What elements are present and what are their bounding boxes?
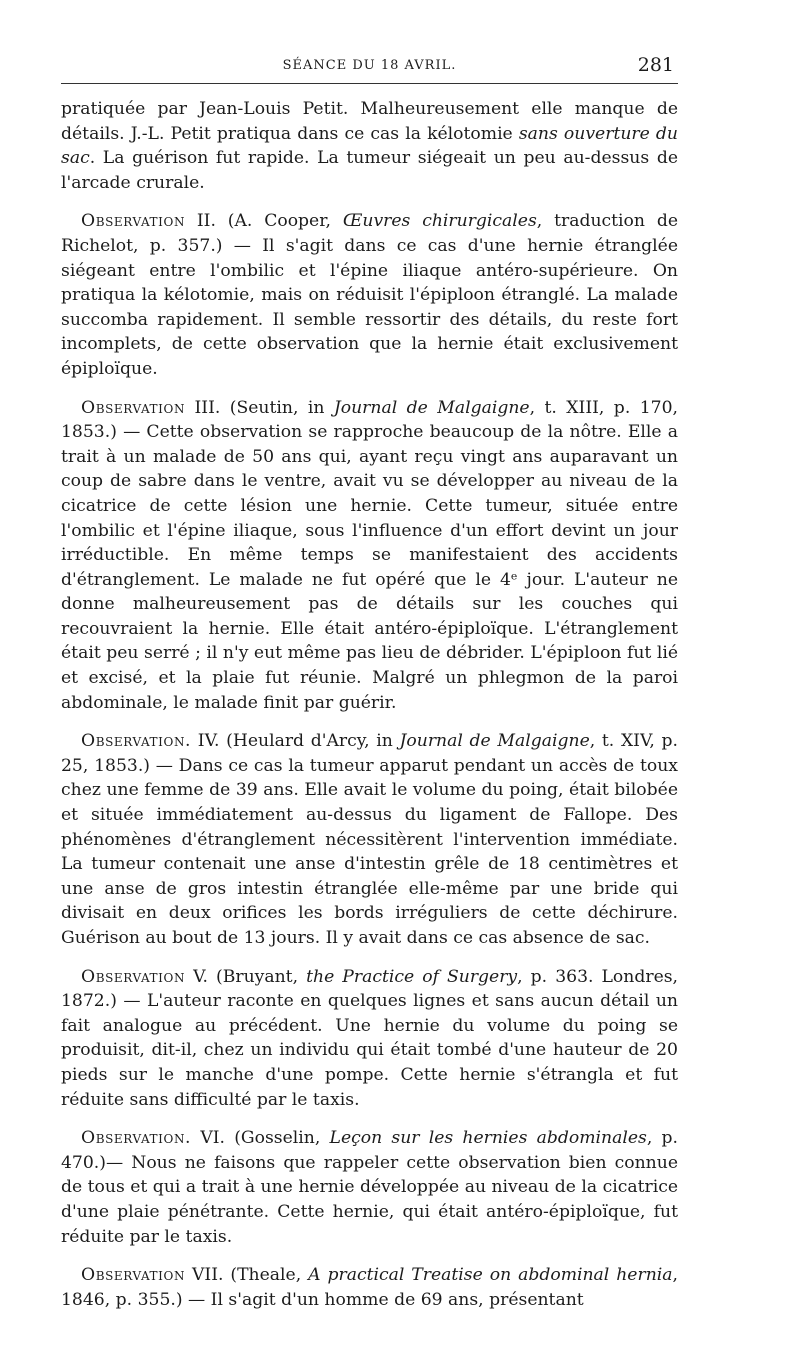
text-segment: , 1846, p. 355.) — Il s'agit d'un homme de 69 ans, présentant xyxy=(61,1265,678,1310)
header-rule xyxy=(61,83,678,84)
italic-text: Œuvres chirurgicales xyxy=(342,211,537,232)
observation-label: Observation xyxy=(81,966,186,987)
italic-text: Journal de Malgaigne xyxy=(333,397,530,418)
paragraph-observation-6 xyxy=(61,1126,678,1249)
text-segment: , t. XIII, p. 170, 1853.) — Cette observation se rapproche beaucoup de la nôtre. Elle a trait à un malade de 50 ans qui, ayant reçu vingt ans auparavant un coup de sabre dans le ventre, avait vu se développer au niveau de la cicatrice de cette lésion une hernie. Cette tumeur, située entre l'ombilic et l'épine iliaque, sous l'influence d'un effort devint un jour irréductible. En même temps se manifestaient des accidents d'étranglement. Le malade ne fut opéré que le 4ᵉ jour. L'auteur ne donne malheureusement pas de détails sur les couches qui recouvraient la hernie. Elle était antéro-épiploïque. L'étranglement était peu serré ; il n'y eut même pas lieu de débrider. L'épiploon fut lié et excisé, et la plaie fut réunie. Malgré un phlegmon de la paroi abdominale, le malade finit par guérir. xyxy=(61,397,678,713)
text-segment: . La guérison fut rapide. La tumeur siégeait un peu au-dessus de l'arcade crurale. xyxy=(61,148,678,193)
paragraph-observation-2 xyxy=(61,209,678,381)
observation-label: Observation xyxy=(81,1265,186,1286)
observation-label: Observation xyxy=(81,211,186,232)
text-segment: , traduction de Richelot, p. 357.) — Il s'agit dans ce cas d'une hernie étranglée siégeant entre l'ombilic et l'épine iliaque antéro-supérieure. On pratiqua la kélotomie, mais on réduisit l'épiploon étranglé. La malade succomba rapidement. Il semble ressortir des détails, du reste fort incomplets, de cette observation que la hernie était exclusivement épiploïque. xyxy=(61,211,678,379)
page-number: 281 xyxy=(637,54,674,76)
italic-text: sans ouverture du sac xyxy=(61,123,679,169)
text-segment: VII. (Theale, xyxy=(185,1265,309,1286)
text-segment: V. (Bruyant, xyxy=(185,966,307,987)
text-segment: IV. (Heulard d'Arcy, in xyxy=(191,731,400,752)
italic-text: A practical Treatise on abdominal hernia xyxy=(308,1265,673,1286)
paragraph-observation-7 xyxy=(61,1263,678,1312)
text-segment: , p. 470.)— Nous ne faisons que rappeler cette observation bien connue de tous et qui a trait à une hernie développée au niveau de la cicatrice d'une plaie pénétrante. Cette hernie, qui était antéro-épiploïque, fut réduite par le taxis. xyxy=(61,1128,678,1247)
italic-text: Leçon sur les hernies abdominales xyxy=(329,1128,647,1149)
paragraph-observation-5 xyxy=(61,965,678,1113)
running-header xyxy=(61,54,678,80)
observation-label: Observation. xyxy=(81,1128,192,1149)
observation-label: Observation. xyxy=(81,731,192,752)
text-segment: II. (A. Cooper, xyxy=(185,211,343,232)
paragraph-intro xyxy=(61,97,678,195)
text-segment: pratiquée par Jean-Louis Petit. Malheureusement elle manque de détails. J.-L. Petit pratiqua dans ce cas la kélotomie xyxy=(61,99,678,144)
text-segment: III. (Seutin, in xyxy=(185,397,334,418)
text-segment: VI. (Gosselin, xyxy=(191,1128,330,1149)
paragraph-observation-4 xyxy=(61,729,678,950)
paragraph-observation-3 xyxy=(61,396,678,716)
body-text xyxy=(61,97,678,1312)
text-segment: , p. 363. Londres, 1872.) — L'auteur raconte en quelques lignes et sans aucun détail un fait analogue au précédent. Une hernie du volume du poing se produisit, dit-il, chez un individu qui était tombé d'une hauteur de 20 pieds sur le manche d'une pompe. Cette hernie s'étrangla et fut réduite sans difficulté par le taxis. xyxy=(61,966,679,1110)
text-segment: , t. XIV, p. 25, 1853.) — Dans ce cas la tumeur apparut pendant un accès de toux chez une femme de 39 ans. Elle avait le volume du poing, était bilobée et située immédiatement au-dessus du ligament de Fallope. Des phénomènes d'étranglement nécessitèrent l'intervention immédiate. La tumeur contenait une anse d'intestin grêle de 18 centimètres et une anse de gros intestin étranglée elle-même par une bride qui divisait en deux orifices les bords irréguliers de cette déchirure. Guérison au bout de 13 jours. Il y avait dans ce cas absence de sac. xyxy=(61,731,678,948)
running-title: SÉANCE DU 18 AVRIL. xyxy=(282,58,457,73)
italic-text: Journal de Malgaigne xyxy=(399,731,590,752)
italic-text: the Practice of Surgery xyxy=(306,966,518,987)
observation-label: Observation xyxy=(81,397,186,418)
